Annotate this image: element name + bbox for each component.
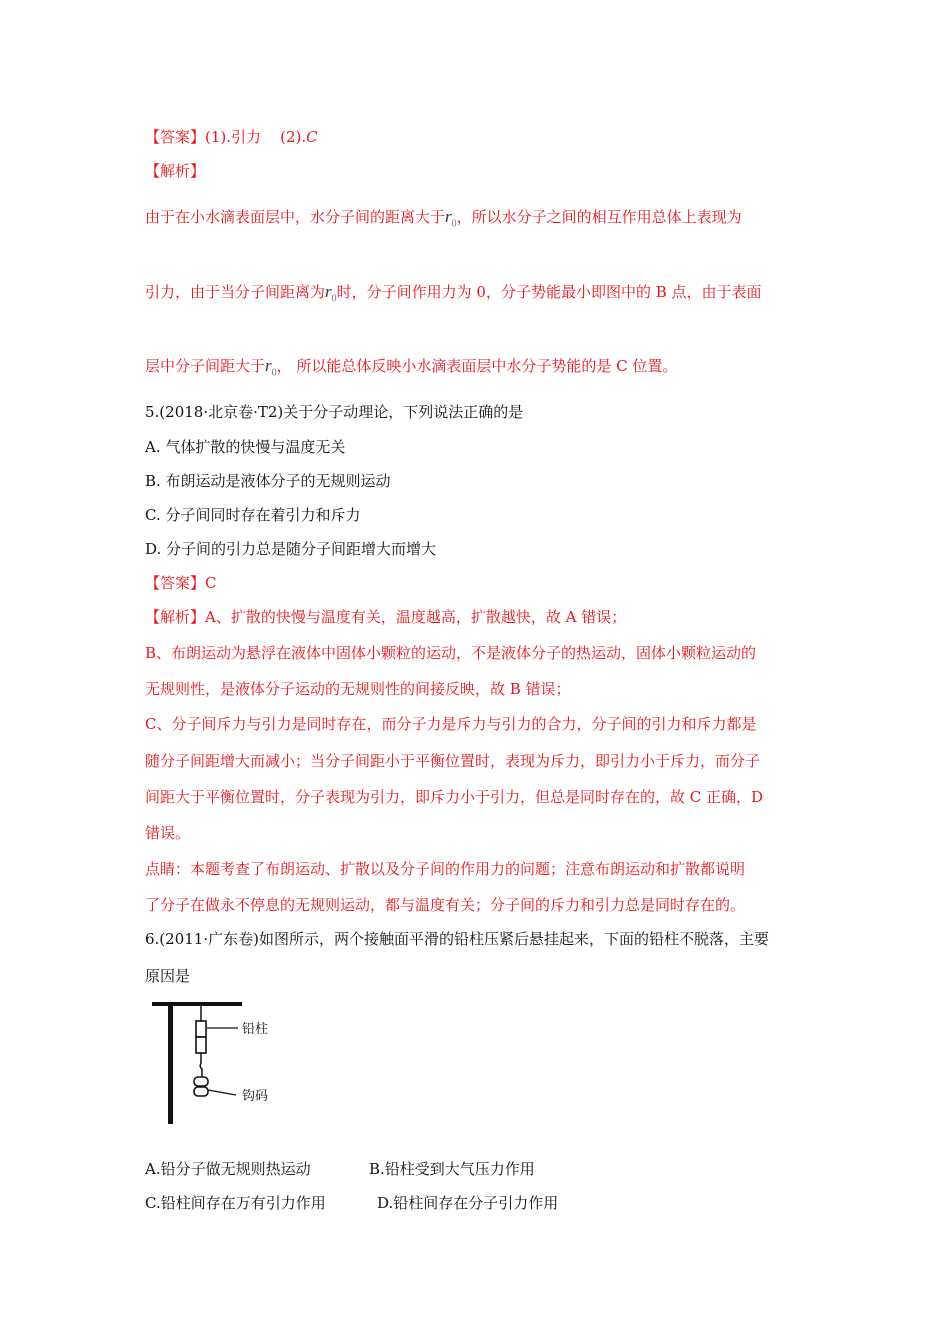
frame-beam <box>152 1002 242 1006</box>
q6-stem-line-2: 原因是 <box>145 967 191 985</box>
q5-option-b: B. 布朗运动是液体分子的无规则运动 <box>145 472 391 490</box>
q4-p3-a: 层中分子间距大于 <box>145 357 266 375</box>
r0-symbol: $r_0$ <box>265 356 277 379</box>
q5-analysis-line-3: 无规则性，是液体分子运动的无规则性的间接反映，故 B 错误； <box>145 680 571 698</box>
q6-option-d: D.铅柱间存在分子引力作用 <box>377 1194 559 1212</box>
q5-analysis-line-2: B、布朗运动为悬浮在液体中固体小颗粒的运动，不是液体分子的热运动，固体小颗粒运动的 <box>145 644 757 662</box>
q6-options-row-1 <box>145 1159 745 1179</box>
q4-answer-tag: 【答案】 <box>145 128 206 146</box>
q5-option-a: A. 气体扩散的快慢与温度无关 <box>145 438 346 456</box>
q6-option-c: C.铅柱间存在万有引力作用 <box>145 1194 326 1212</box>
q5-comment-line-2: 了分子在做永不停息的无规则运动，都与温度有关；分子间的斥力和引力总是同时存在的。 <box>145 896 746 914</box>
q5-analysis-line-7: 错误。 <box>145 824 191 842</box>
q4-answer-2-prefix: (2). <box>280 128 307 146</box>
label-lead-cylinder: 铅柱 <box>242 1022 269 1037</box>
q4-analysis-line-3 <box>145 356 677 383</box>
q5-stem: 5.(2018·北京卷·T2)关于分子动理论，下列说法正确的是 <box>145 403 524 421</box>
weight-upper <box>194 1077 208 1086</box>
q5-analysis-line-5: 随分子间距增大而减小；当分子间距小于平衡位置时，表现为斥力，即引力小于斥力，而分子 <box>145 752 761 770</box>
q4-analysis-tag: 【解析】 <box>145 162 206 180</box>
q6-stem-line-1: 6.(2011·广东卷)如图所示，两个接触面平滑的铅柱压紧后悬挂起来，下面的铅柱不脱落，主要 <box>145 930 769 948</box>
q4-p3-b: ， 所以能总体反映小水滴表面层中水分子势能的是 C 位置。 <box>276 357 678 375</box>
q5-analysis-line-1: 【解析】A、扩散的快慢与温度有关，温度越高，扩散越快，故 A 错误； <box>145 608 627 626</box>
q4-answer-2-value: C <box>306 128 318 146</box>
q4-answer-line <box>145 127 318 147</box>
weight-lower <box>194 1087 208 1096</box>
q6-option-b: B.铅柱受到大气压力作用 <box>369 1160 535 1178</box>
r0-symbol: $r_0$ <box>445 207 457 230</box>
r0-symbol: $r_0$ <box>325 282 337 305</box>
q5-analysis-line-6: 间距大于平衡位置时，分子表现为引力，即斥力小于引力，但总是同时存在的，故 C 正确，D <box>145 788 764 806</box>
hook <box>200 1053 202 1077</box>
leader-line-weight <box>208 1090 236 1095</box>
q5-comment-line-1: 点睛：本题考查了布朗运动、扩散以及分子间的作用力的问题；注意布朗运动和扩散都说明 <box>145 860 746 878</box>
q5-analysis-line-4: C、分子间斥力与引力是同时存在，而分子力是斥力与引力的合力，分子间的引力和斥力都是 <box>145 715 757 733</box>
label-weight: 钩码 <box>242 1089 269 1104</box>
q4-analysis-line-1 <box>145 207 742 234</box>
q5-analysis-tag: 【解析】 <box>145 608 206 626</box>
q4-p1-a: 由于在小水滴表面层中，水分子间的距离大于 <box>145 208 446 226</box>
frame-post <box>168 1002 173 1124</box>
q4-answer-1: (1).引力 <box>205 128 262 146</box>
lower-lead-cylinder <box>196 1037 206 1053</box>
q4-p2-a: 引力，由于当分子间距离为 <box>145 283 326 301</box>
q5-answer: 【答案】C <box>145 574 217 592</box>
q5-option-d: D. 分子间的引力总是随分子间距增大而增大 <box>145 540 437 558</box>
q4-p2-b: 时，分子间作用力为 0，分子势能最小即图中的 B 点，由于表面 <box>336 283 762 301</box>
q6-options-row-2 <box>145 1193 745 1213</box>
q5-option-c: C. 分子间同时存在着引力和斥力 <box>145 506 361 524</box>
upper-lead-cylinder <box>196 1021 206 1037</box>
lead-cylinder-figure <box>150 997 290 1127</box>
q6-option-a: A.铅分子做无规则热运动 <box>145 1160 311 1178</box>
q4-p1-b: ，所以水分子之间的相互作用总体上表现为 <box>456 208 742 226</box>
q4-analysis-line-2 <box>145 282 762 309</box>
